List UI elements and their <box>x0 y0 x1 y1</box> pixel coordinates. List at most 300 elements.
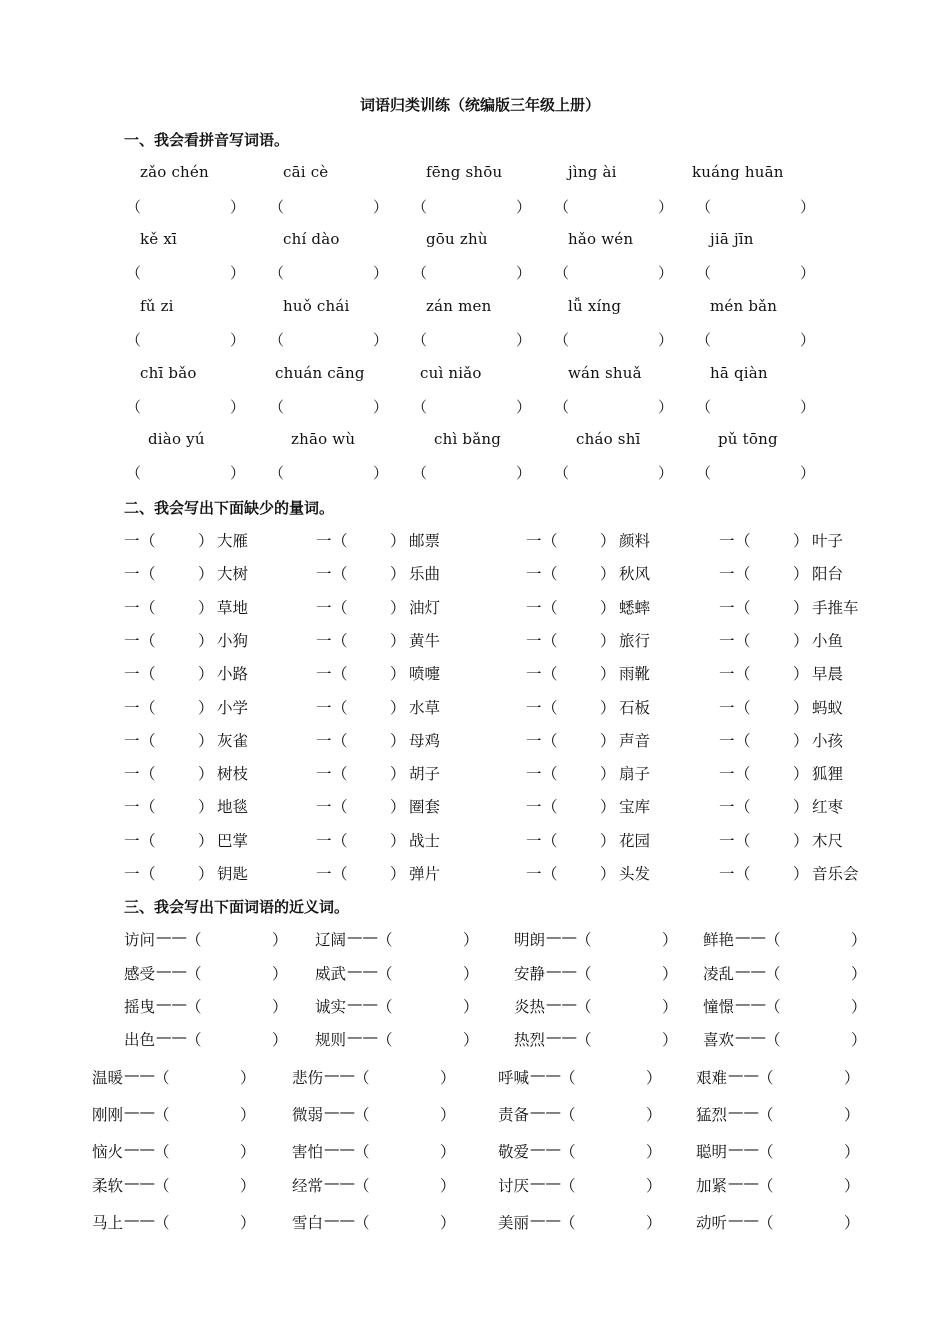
measure-blank[interactable] <box>562 795 602 815</box>
measure-prefix: 一 <box>316 565 332 583</box>
synonym-paren-open: （ <box>377 965 393 983</box>
measure-blank[interactable] <box>160 795 200 815</box>
measure-noun: 战士 <box>409 832 441 850</box>
measure-blank[interactable] <box>562 562 602 582</box>
measure-paren-open: （ <box>735 532 751 550</box>
answer-paren-close: ） <box>800 264 816 282</box>
measure-noun: 树枝 <box>217 765 249 783</box>
measure-noun: 灰雀 <box>217 732 249 750</box>
measure-blank[interactable] <box>160 696 200 716</box>
measure-paren-open: （ <box>140 832 156 850</box>
synonym-blank[interactable] <box>776 1103 840 1123</box>
answer-blank[interactable] <box>144 196 228 216</box>
synonym-blank[interactable] <box>372 1174 436 1194</box>
answer-paren-close: ） <box>373 464 389 482</box>
measure-blank[interactable] <box>562 696 602 716</box>
measure-paren-close: ） <box>198 865 214 883</box>
measure-blank[interactable] <box>352 795 392 815</box>
synonym-paren-close: ） <box>646 1214 662 1232</box>
measure-blank[interactable] <box>755 829 795 849</box>
measure-paren-close: ） <box>793 599 809 617</box>
answer-paren-close: ） <box>230 331 246 349</box>
measure-paren-close: ） <box>793 632 809 650</box>
answer-paren-close: ） <box>516 464 532 482</box>
measure-paren-close: ） <box>390 699 406 717</box>
synonym-blank[interactable] <box>395 928 459 948</box>
synonym-blank[interactable] <box>395 962 459 982</box>
answer-paren-open: （ <box>126 198 142 216</box>
measure-prefix: 一 <box>719 765 735 783</box>
synonym-word: 悲伤 <box>292 1069 324 1087</box>
synonym-dash: —— <box>124 1211 155 1229</box>
synonym-word: 聪明 <box>696 1143 728 1161</box>
measure-noun: 声音 <box>619 732 651 750</box>
measure-blank[interactable] <box>755 629 795 649</box>
measure-noun: 弹片 <box>409 865 441 883</box>
measure-paren-close: ） <box>198 832 214 850</box>
measure-prefix: 一 <box>124 699 140 717</box>
synonym-paren-open: （ <box>758 1214 774 1232</box>
measure-blank[interactable] <box>160 629 200 649</box>
synonym-dash: —— <box>735 1028 766 1046</box>
synonym-dash: —— <box>324 1211 355 1229</box>
measure-noun: 阳台 <box>812 565 844 583</box>
answer-blank[interactable] <box>287 262 371 282</box>
measure-blank[interactable] <box>352 529 392 549</box>
pinyin-prompt: mén bǎn <box>710 297 778 315</box>
synonym-paren-open: （ <box>765 931 781 949</box>
synonym-paren-open: （ <box>576 1031 592 1049</box>
answer-blank[interactable] <box>430 196 514 216</box>
measure-paren-open: （ <box>735 565 751 583</box>
answer-blank[interactable] <box>430 329 514 349</box>
synonym-paren-open: （ <box>354 1177 370 1195</box>
answer-blank[interactable] <box>430 396 514 416</box>
measure-prefix: 一 <box>526 565 542 583</box>
measure-blank[interactable] <box>352 696 392 716</box>
synonym-word: 摇曳 <box>124 998 156 1016</box>
measure-paren-open: （ <box>542 599 558 617</box>
synonym-paren-open: （ <box>377 998 393 1016</box>
answer-paren-open: （ <box>269 198 285 216</box>
measure-noun: 大树 <box>217 565 249 583</box>
answer-paren-open: （ <box>554 331 570 349</box>
measure-prefix: 一 <box>719 832 735 850</box>
answer-blank[interactable] <box>572 262 656 282</box>
measure-prefix: 一 <box>316 665 332 683</box>
measure-blank[interactable] <box>352 862 392 882</box>
measure-blank[interactable] <box>352 829 392 849</box>
measure-blank[interactable] <box>755 562 795 582</box>
synonym-word: 辽阔 <box>315 931 347 949</box>
answer-blank[interactable] <box>144 396 228 416</box>
synonym-word: 规则 <box>315 1031 347 1049</box>
synonym-paren-close: ） <box>440 1069 456 1087</box>
measure-paren-open: （ <box>140 532 156 550</box>
measure-blank[interactable] <box>160 662 200 682</box>
answer-paren-open: （ <box>412 464 428 482</box>
answer-paren-close: ） <box>800 464 816 482</box>
synonym-blank[interactable] <box>578 1103 642 1123</box>
measure-noun: 石板 <box>619 699 651 717</box>
measure-noun: 地毯 <box>217 798 249 816</box>
answer-blank[interactable] <box>144 329 228 349</box>
measure-paren-close: ） <box>793 832 809 850</box>
synonym-word: 雪白 <box>292 1214 324 1232</box>
synonym-paren-close: ） <box>844 1106 860 1124</box>
synonym-paren-close: ） <box>240 1214 256 1232</box>
synonym-dash: —— <box>324 1174 355 1192</box>
measure-blank[interactable] <box>352 629 392 649</box>
measure-paren-close: ） <box>600 532 616 550</box>
synonym-blank[interactable] <box>172 1140 236 1160</box>
measure-paren-open: （ <box>332 565 348 583</box>
answer-blank[interactable] <box>287 462 371 482</box>
measure-paren-close: ） <box>390 832 406 850</box>
measure-paren-close: ） <box>793 532 809 550</box>
measure-paren-open: （ <box>542 632 558 650</box>
measure-blank[interactable] <box>562 596 602 616</box>
synonym-blank[interactable] <box>578 1140 642 1160</box>
synonym-blank[interactable] <box>594 995 658 1015</box>
measure-blank[interactable] <box>160 529 200 549</box>
synonym-blank[interactable] <box>776 1174 840 1194</box>
measure-blank[interactable] <box>755 596 795 616</box>
synonym-blank[interactable] <box>578 1066 642 1086</box>
synonym-paren-open: （ <box>354 1214 370 1232</box>
synonym-dash: —— <box>124 1103 155 1121</box>
measure-prefix: 一 <box>316 632 332 650</box>
pinyin-prompt: hǎo wén <box>568 230 634 248</box>
answer-paren-close: ） <box>658 264 674 282</box>
synonym-blank[interactable] <box>372 1140 436 1160</box>
answer-paren-close: ） <box>658 198 674 216</box>
pinyin-prompt: chuán cāng <box>275 364 365 382</box>
synonym-blank[interactable] <box>172 1103 236 1123</box>
synonym-dash: —— <box>530 1103 561 1121</box>
measure-noun: 邮票 <box>409 532 441 550</box>
synonym-paren-close: ） <box>240 1069 256 1087</box>
synonym-blank[interactable] <box>776 1140 840 1160</box>
measure-blank[interactable] <box>755 862 795 882</box>
synonym-word: 喜欢 <box>703 1031 735 1049</box>
measure-prefix: 一 <box>526 732 542 750</box>
measure-paren-close: ） <box>198 532 214 550</box>
answer-blank[interactable] <box>287 196 371 216</box>
measure-prefix: 一 <box>719 565 735 583</box>
measure-blank[interactable] <box>562 529 602 549</box>
pinyin-prompt: zǎo chén <box>140 163 209 181</box>
measure-blank[interactable] <box>562 729 602 749</box>
synonym-paren-open: （ <box>765 1031 781 1049</box>
synonym-paren-open: （ <box>560 1069 576 1087</box>
synonym-blank[interactable] <box>578 1174 642 1194</box>
answer-blank[interactable] <box>144 262 228 282</box>
measure-prefix: 一 <box>124 732 140 750</box>
measure-blank[interactable] <box>562 629 602 649</box>
synonym-word: 温暖 <box>92 1069 124 1087</box>
synonym-dash: —— <box>530 1140 561 1158</box>
measure-paren-open: （ <box>735 865 751 883</box>
answer-paren-open: （ <box>412 198 428 216</box>
synonym-blank[interactable] <box>172 1174 236 1194</box>
measure-noun: 黄牛 <box>409 632 441 650</box>
answer-blank[interactable] <box>714 396 798 416</box>
section1-heading: 一、我会看拼音写词语。 <box>124 131 290 149</box>
measure-paren-open: （ <box>542 798 558 816</box>
measure-paren-open: （ <box>332 798 348 816</box>
synonym-blank[interactable] <box>594 1028 658 1048</box>
answer-blank[interactable] <box>287 396 371 416</box>
synonym-blank[interactable] <box>395 1028 459 1048</box>
measure-paren-open: （ <box>542 532 558 550</box>
measure-paren-open: （ <box>332 832 348 850</box>
measure-prefix: 一 <box>719 732 735 750</box>
measure-paren-open: （ <box>140 665 156 683</box>
measure-blank[interactable] <box>160 562 200 582</box>
measure-blank[interactable] <box>562 829 602 849</box>
answer-paren-open: （ <box>696 464 712 482</box>
measure-blank[interactable] <box>160 596 200 616</box>
synonym-paren-close: ） <box>844 1214 860 1232</box>
synonym-paren-close: ） <box>463 965 479 983</box>
measure-prefix: 一 <box>316 599 332 617</box>
measure-noun: 雨靴 <box>619 665 651 683</box>
measure-prefix: 一 <box>526 699 542 717</box>
measure-prefix: 一 <box>719 599 735 617</box>
synonym-blank[interactable] <box>594 928 658 948</box>
synonym-dash: —— <box>324 1103 355 1121</box>
answer-paren-close: ） <box>658 331 674 349</box>
page-title: 词语归类训练（统编版三年级上册） <box>360 96 601 114</box>
synonym-paren-open: （ <box>186 1031 202 1049</box>
synonym-blank[interactable] <box>204 995 268 1015</box>
measure-prefix: 一 <box>124 565 140 583</box>
synonym-paren-close: ） <box>440 1106 456 1124</box>
synonym-blank[interactable] <box>372 1066 436 1086</box>
synonym-blank[interactable] <box>783 962 847 982</box>
measure-blank[interactable] <box>755 729 795 749</box>
answer-blank[interactable] <box>714 329 798 349</box>
synonym-paren-open: （ <box>576 998 592 1016</box>
synonym-word: 讨厌 <box>498 1177 530 1195</box>
measure-noun: 扇子 <box>619 765 651 783</box>
measure-paren-close: ） <box>390 599 406 617</box>
measure-blank[interactable] <box>352 562 392 582</box>
measure-prefix: 一 <box>526 765 542 783</box>
answer-paren-close: ） <box>658 464 674 482</box>
measure-blank[interactable] <box>160 762 200 782</box>
synonym-blank[interactable] <box>783 995 847 1015</box>
answer-blank[interactable] <box>430 262 514 282</box>
answer-blank[interactable] <box>430 462 514 482</box>
section3-heading: 三、我会写出下面词语的近义词。 <box>124 898 350 916</box>
measure-blank[interactable] <box>755 762 795 782</box>
measure-paren-open: （ <box>735 599 751 617</box>
answer-blank[interactable] <box>572 396 656 416</box>
synonym-dash: —— <box>324 1066 355 1084</box>
synonym-paren-close: ） <box>646 1143 662 1161</box>
measure-prefix: 一 <box>526 665 542 683</box>
synonym-dash: —— <box>347 1028 378 1046</box>
measure-noun: 音乐会 <box>812 865 859 883</box>
measure-prefix: 一 <box>124 765 140 783</box>
synonym-blank[interactable] <box>372 1211 436 1231</box>
pinyin-prompt: jìng ài <box>568 163 617 181</box>
pinyin-prompt: lǚ xíng <box>568 297 622 315</box>
measure-paren-open: （ <box>735 665 751 683</box>
measure-prefix: 一 <box>526 832 542 850</box>
measure-blank[interactable] <box>755 662 795 682</box>
section2-heading: 二、我会写出下面缺少的量词。 <box>124 499 335 517</box>
answer-blank[interactable] <box>287 329 371 349</box>
synonym-dash: —— <box>728 1174 759 1192</box>
synonym-paren-close: ） <box>463 998 479 1016</box>
synonym-paren-close: ） <box>463 931 479 949</box>
measure-blank[interactable] <box>562 862 602 882</box>
synonym-blank[interactable] <box>395 995 459 1015</box>
answer-blank[interactable] <box>714 196 798 216</box>
answer-blank[interactable] <box>714 462 798 482</box>
synonym-blank[interactable] <box>172 1211 236 1231</box>
measure-noun: 钥匙 <box>217 865 249 883</box>
synonym-paren-open: （ <box>354 1106 370 1124</box>
measure-paren-open: （ <box>735 765 751 783</box>
synonym-blank[interactable] <box>172 1066 236 1086</box>
pinyin-prompt: cuì niǎo <box>420 364 482 382</box>
synonym-paren-open: （ <box>560 1143 576 1161</box>
measure-paren-close: ） <box>600 765 616 783</box>
synonym-paren-open: （ <box>354 1069 370 1087</box>
measure-noun: 早晨 <box>812 665 844 683</box>
measure-paren-open: （ <box>140 732 156 750</box>
measure-paren-open: （ <box>140 865 156 883</box>
answer-paren-close: ） <box>373 398 389 416</box>
measure-blank[interactable] <box>562 762 602 782</box>
synonym-blank[interactable] <box>776 1211 840 1231</box>
measure-blank[interactable] <box>755 696 795 716</box>
measure-paren-close: ） <box>390 665 406 683</box>
synonym-blank[interactable] <box>578 1211 642 1231</box>
pinyin-prompt: zán men <box>426 297 492 315</box>
answer-paren-close: ） <box>800 398 816 416</box>
measure-blank[interactable] <box>352 662 392 682</box>
measure-blank[interactable] <box>160 862 200 882</box>
synonym-dash: —— <box>530 1174 561 1192</box>
measure-prefix: 一 <box>719 865 735 883</box>
answer-paren-open: （ <box>126 331 142 349</box>
measure-paren-open: （ <box>542 665 558 683</box>
measure-paren-open: （ <box>140 565 156 583</box>
synonym-word: 美丽 <box>498 1214 530 1232</box>
measure-prefix: 一 <box>526 599 542 617</box>
answer-paren-close: ） <box>230 398 246 416</box>
synonym-dash: —— <box>728 1140 759 1158</box>
measure-blank[interactable] <box>352 729 392 749</box>
synonym-paren-open: （ <box>377 931 393 949</box>
measure-prefix: 一 <box>526 532 542 550</box>
synonym-paren-close: ） <box>440 1177 456 1195</box>
answer-paren-open: （ <box>126 398 142 416</box>
measure-paren-open: （ <box>140 765 156 783</box>
measure-paren-open: （ <box>140 699 156 717</box>
pinyin-prompt: hā qiàn <box>710 364 768 382</box>
answer-paren-open: （ <box>412 398 428 416</box>
synonym-blank[interactable] <box>783 1028 847 1048</box>
synonym-dash: —— <box>156 962 187 980</box>
measure-blank[interactable] <box>352 596 392 616</box>
measure-paren-open: （ <box>542 865 558 883</box>
answer-blank[interactable] <box>572 462 656 482</box>
synonym-paren-close: ） <box>662 1031 678 1049</box>
measure-noun: 母鸡 <box>409 732 441 750</box>
pinyin-prompt: cāi cè <box>283 163 329 181</box>
synonym-blank[interactable] <box>783 928 847 948</box>
synonym-blank[interactable] <box>372 1103 436 1123</box>
measure-noun: 蚂蚁 <box>812 699 844 717</box>
measure-blank[interactable] <box>562 662 602 682</box>
measure-blank[interactable] <box>755 529 795 549</box>
measure-blank[interactable] <box>755 795 795 815</box>
answer-paren-open: （ <box>412 264 428 282</box>
answer-blank[interactable] <box>714 262 798 282</box>
synonym-dash: —— <box>546 995 577 1013</box>
synonym-blank[interactable] <box>204 1028 268 1048</box>
answer-blank[interactable] <box>144 462 228 482</box>
measure-paren-open: （ <box>735 732 751 750</box>
synonym-word: 出色 <box>124 1031 156 1049</box>
synonym-dash: —— <box>530 1211 561 1229</box>
answer-paren-close: ） <box>516 264 532 282</box>
synonym-paren-close: ） <box>662 998 678 1016</box>
synonym-word: 猛烈 <box>696 1106 728 1124</box>
synonym-paren-close: ） <box>240 1143 256 1161</box>
synonym-dash: —— <box>735 962 766 980</box>
synonym-blank[interactable] <box>776 1066 840 1086</box>
answer-paren-open: （ <box>554 264 570 282</box>
measure-prefix: 一 <box>316 732 332 750</box>
measure-blank[interactable] <box>352 762 392 782</box>
measure-blank[interactable] <box>160 829 200 849</box>
synonym-word: 炎热 <box>514 998 546 1016</box>
synonym-blank[interactable] <box>204 928 268 948</box>
synonym-paren-open: （ <box>560 1177 576 1195</box>
measure-blank[interactable] <box>160 729 200 749</box>
measure-paren-open: （ <box>735 832 751 850</box>
synonym-paren-close: ） <box>662 931 678 949</box>
answer-paren-open: （ <box>696 331 712 349</box>
synonym-paren-close: ） <box>662 965 678 983</box>
pinyin-prompt: pǔ tōng <box>718 430 778 448</box>
answer-paren-open: （ <box>554 398 570 416</box>
answer-blank[interactable] <box>572 196 656 216</box>
synonym-word: 诚实 <box>315 998 347 1016</box>
measure-paren-close: ） <box>198 632 214 650</box>
measure-paren-open: （ <box>542 699 558 717</box>
answer-blank[interactable] <box>572 329 656 349</box>
measure-paren-close: ） <box>600 599 616 617</box>
synonym-blank[interactable] <box>594 962 658 982</box>
synonym-word: 热烈 <box>514 1031 546 1049</box>
measure-paren-close: ） <box>793 565 809 583</box>
synonym-blank[interactable] <box>204 962 268 982</box>
measure-noun: 蟋蟀 <box>619 599 651 617</box>
synonym-paren-close: ） <box>844 1143 860 1161</box>
measure-prefix: 一 <box>719 798 735 816</box>
measure-paren-open: （ <box>140 798 156 816</box>
measure-paren-close: ） <box>600 632 616 650</box>
synonym-word: 柔软 <box>92 1177 124 1195</box>
